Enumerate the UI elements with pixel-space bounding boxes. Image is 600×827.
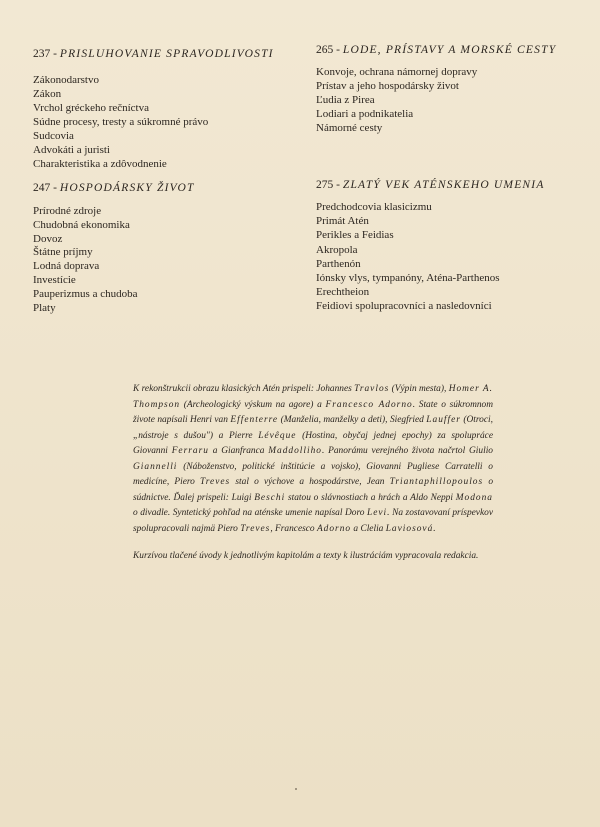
list-item: Feidiovi spolupracovníci a nasledovníci bbox=[316, 300, 492, 313]
contributor-name: Laviosová bbox=[385, 523, 434, 534]
contributor-name: Levi bbox=[367, 508, 388, 518]
list-item: Prírodné zdroje bbox=[33, 205, 102, 217]
list-item: Akropola bbox=[316, 243, 358, 256]
section-items bbox=[316, 65, 556, 135]
contributor-name: Maddolliho bbox=[268, 446, 322, 456]
contributor-name: Travlos bbox=[354, 384, 390, 394]
list-item: Lodná doprava bbox=[33, 260, 100, 273]
list-item: Platy bbox=[33, 301, 56, 314]
contributor-name: Treves bbox=[200, 477, 231, 487]
list-item: Pauperizmus a chudoba bbox=[33, 287, 138, 300]
credits-paragraph bbox=[133, 382, 493, 537]
credits-run: (Náboženstvo, politické inštitúcie a vojsko), Giovanni Pugliese Carratelli o medicíne, Piero bbox=[133, 461, 493, 487]
section-title: ZLATÝ VEK ATÉNSKEHO UMENIA bbox=[342, 179, 545, 191]
list-item: Sudcovia bbox=[33, 130, 74, 142]
credits-run: statou o slávnostiach a hrách a Aldo Neppi bbox=[285, 492, 456, 503]
credits-run: a Clelia bbox=[351, 523, 386, 534]
list-item: Zákonodarstvo bbox=[33, 74, 99, 86]
credits-run: a Gianfranca bbox=[208, 446, 269, 456]
contributor-name: Modona bbox=[455, 492, 493, 503]
section-heading bbox=[33, 47, 274, 61]
list-item: Erechtheion bbox=[316, 286, 370, 299]
credits-run: stal o výchove a hospodárstve, Jean bbox=[230, 477, 390, 487]
credits-run: . State o súkromnom živote napísali Henri van bbox=[133, 399, 493, 425]
contributor-name: Giannelli bbox=[133, 461, 178, 472]
section-items bbox=[33, 205, 195, 315]
section-heading bbox=[316, 178, 545, 192]
credits-run: (Otroci, „nástroje s dušou") a Pierre bbox=[133, 415, 493, 441]
list-item: Ľudia z Pirea bbox=[316, 94, 375, 106]
list-item: Chudobná ekonomika bbox=[33, 218, 130, 231]
section-275 bbox=[316, 178, 545, 314]
credits-run: o súdnictve. Ďalej prispeli: Luigi bbox=[133, 477, 494, 503]
credits-text bbox=[133, 382, 493, 537]
section-265 bbox=[316, 43, 556, 135]
section-items bbox=[33, 73, 274, 171]
list-item: Lodiari a podnikatelia bbox=[316, 108, 414, 120]
page-mark bbox=[295, 788, 297, 790]
section-page-number: 237 - bbox=[33, 48, 57, 60]
credits-run: o divadle. Syntetický pohľad na aténske umenie napísal Doro bbox=[133, 508, 368, 518]
section-title: LODE, PRÍSTAVY A MORSKÉ CESTY bbox=[342, 44, 557, 56]
section-247 bbox=[33, 181, 195, 315]
list-item: Perikles a Feidias bbox=[316, 229, 394, 242]
credits-run: . Na zostavovaní príspevkov spolupracovali najmä Piero bbox=[133, 508, 493, 534]
section-heading bbox=[33, 181, 195, 195]
contributor-name: Triantaphillopoulos bbox=[389, 477, 484, 487]
section-237 bbox=[33, 47, 274, 171]
list-item: Štátne príjmy bbox=[33, 246, 93, 259]
list-item: Prístav a jeho hospodársky život bbox=[316, 80, 459, 92]
list-item: Dovoz bbox=[33, 232, 63, 245]
contributor-name: Francesco Adorno bbox=[325, 399, 413, 410]
section-title: HOSPODÁRSKY ŽIVOT bbox=[59, 182, 195, 194]
credits-run: . bbox=[433, 523, 436, 534]
contributor-name: Beschi bbox=[254, 492, 286, 503]
list-item: Predchodcovia klasicizmu bbox=[316, 201, 432, 213]
section-page-number: 265 - bbox=[316, 44, 340, 56]
section-items bbox=[316, 200, 545, 314]
list-item: Zákon bbox=[33, 88, 62, 100]
list-item: Investície bbox=[33, 273, 76, 286]
contributor-name: Homer A. Thompson bbox=[133, 384, 493, 410]
list-item: Konvoje, ochrana námornej dopravy bbox=[316, 66, 478, 78]
credits-run: (Hostina, obyčaj jednej epochy) za spolupráce Giovanni bbox=[133, 430, 493, 456]
section-page-number: 247 - bbox=[33, 182, 57, 194]
list-item: Parthenón bbox=[316, 257, 361, 270]
credits-run: . Panorámu verejného života načrtol Giulio bbox=[322, 446, 493, 456]
contributor-name: Lévêque bbox=[258, 430, 297, 441]
credits-run: (Archeologický výskum na agore) a bbox=[180, 399, 326, 410]
credits-run: (Výpin mesta), bbox=[389, 384, 449, 394]
contributor-name: Treves bbox=[240, 523, 271, 534]
credits-run: (Manželia, manželky a deti), Siegfried bbox=[278, 415, 427, 425]
list-item: Súdne procesy, tresty a súkromné právo bbox=[33, 116, 209, 128]
contributor-name: Ferraru bbox=[171, 446, 209, 456]
section-title: PRISLUHOVANIE SPRAVODLIVOSTI bbox=[59, 48, 274, 60]
list-item: Vrchol gréckeho rečníctva bbox=[33, 102, 149, 114]
section-page-number: 275 - bbox=[316, 179, 340, 191]
list-item: Advokáti a juristi bbox=[33, 144, 110, 156]
contributor-name: Lauffer bbox=[426, 415, 461, 425]
credits-run: K rekonštrukcii obrazu klasických Atén prispeli: Johannes bbox=[133, 384, 355, 394]
list-item: Primát Atén bbox=[316, 215, 369, 228]
credits-run: , Francesco bbox=[270, 523, 317, 534]
list-item: Iónsky vlys, tympanóny, Aténa-Parthenos bbox=[316, 272, 500, 285]
contributor-name: Effenterre bbox=[230, 415, 279, 425]
editorial-note: Kurzívou tlačené úvody k jednotlivým kapitolám a texty k ilustráciám vypracovala redakcia. bbox=[133, 551, 479, 561]
list-item: Námorné cesty bbox=[316, 122, 383, 134]
contributor-name: Adorno bbox=[316, 523, 352, 534]
section-heading bbox=[316, 43, 556, 57]
list-item: Charakteristika a zdôvodnenie bbox=[33, 158, 167, 170]
